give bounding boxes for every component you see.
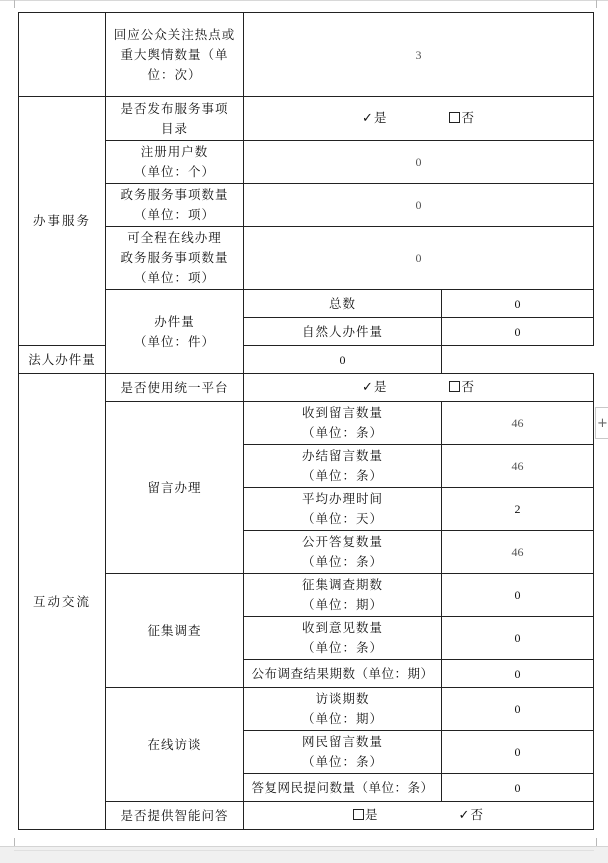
row-value-hotspot: 3 [244,13,594,97]
sub-value: 0 [442,731,594,774]
row-label-volume: 办件量 （单位：件） [106,290,244,374]
sub-label: 公布调查结果期数（单位：期） [244,660,442,688]
row-label-hotspot: 回应公众关注热点或 重大舆情数量（单位：次） [106,13,244,97]
section-cell-continued [19,13,106,97]
sub-value: 0 [244,346,442,374]
option-no: 否 [449,108,475,128]
sub-value: 0 [442,774,594,802]
sub-label: 法人办件量 [19,346,106,374]
sub-label: 答复网民提问数量（单位：条） [244,774,442,802]
sub-label: 公开答复数量 （单位：条） [244,531,442,574]
sub-label: 征集调查期数 （单位：期） [244,574,442,617]
row-label-messages: 留言办理 [106,402,244,574]
gov-affairs-table [18,12,594,830]
option-yes: 是 [353,805,379,825]
row-value-catalog [244,97,594,141]
sub-value: 46 [442,402,594,445]
section-label-hudong: 互动交流 [19,374,106,830]
table-row-items [19,184,594,227]
table-row-volume-legal [19,346,594,374]
table-row-messages-received [19,402,594,445]
plus-icon: + [597,415,608,431]
sub-value: 0 [442,290,594,318]
sub-value: 46 [442,445,594,488]
sub-label: 收到留言数量 （单位：条） [244,402,442,445]
sub-label: 自然人办件量 [244,318,442,346]
row-label-items: 政务服务事项数量 （单位：项） [106,184,244,227]
table-row-hotspot [19,13,594,97]
sub-label: 收到意见数量 （单位：条） [244,617,442,660]
row-label-users: 注册用户数 （单位：个） [106,141,244,184]
row-label-survey: 征集调查 [106,574,244,688]
row-value-qa [244,802,594,830]
table-row-online-items [19,227,594,290]
row-label-platform: 是否使用统一平台 [106,374,244,402]
sub-value: 46 [442,531,594,574]
sub-label: 网民留言数量 （单位：条） [244,731,442,774]
table-row-catalog [19,97,594,141]
sub-label: 访谈期数 （单位：期） [244,688,442,731]
checkbox-empty-icon [449,112,460,123]
option-yes: ✓是 [362,377,387,398]
table-row-interview-periods [19,688,594,731]
option-no: 否 [449,377,475,397]
sub-value: 0 [442,318,594,346]
crop-mark-bottom-left [14,838,15,846]
row-value-online-items: 0 [244,227,594,290]
sub-value: 2 [442,488,594,531]
option-no: ✓否 [459,805,484,826]
page-top-border [0,0,608,1]
checkbox-empty-icon [449,381,460,392]
row-value-platform [244,374,594,402]
sub-value: 0 [442,617,594,660]
table-row-qa [19,802,594,830]
option-yes: ✓是 [362,108,387,129]
check-icon: ✓ [458,808,471,823]
crop-mark-top-right [596,0,597,8]
expand-side-tab[interactable] [595,407,608,439]
sub-value: 0 [442,660,594,688]
row-value-items: 0 [244,184,594,227]
row-label-qa: 是否提供智能问答 [106,802,244,830]
sub-value: 0 [442,688,594,731]
row-label-catalog: 是否发布服务事项 目录 [106,97,244,141]
table-row-volume-total [19,290,594,318]
sub-label: 办结留言数量 （单位：条） [244,445,442,488]
section-label-banshi: 办事服务 [19,97,106,346]
table-row-platform [19,374,594,402]
sub-label: 平均办理时间 （单位：天） [244,488,442,531]
bottom-ruler-line [14,850,594,851]
row-label-online-items: 可全程在线办理 政务服务事项数量 （单位：项） [106,227,244,290]
document-bottom-bar [0,846,608,863]
table-row-survey-periods [19,574,594,617]
row-value-users: 0 [244,141,594,184]
checkbox-empty-icon [353,809,364,820]
check-icon: ✓ [362,111,374,126]
sub-value: 0 [442,574,594,617]
crop-mark-bottom-right [596,838,597,846]
table-row-users [19,141,594,184]
check-icon: ✓ [362,380,374,395]
sub-label: 总数 [244,290,442,318]
crop-mark-top-left [14,0,15,8]
row-label-interview: 在线访谈 [106,688,244,802]
